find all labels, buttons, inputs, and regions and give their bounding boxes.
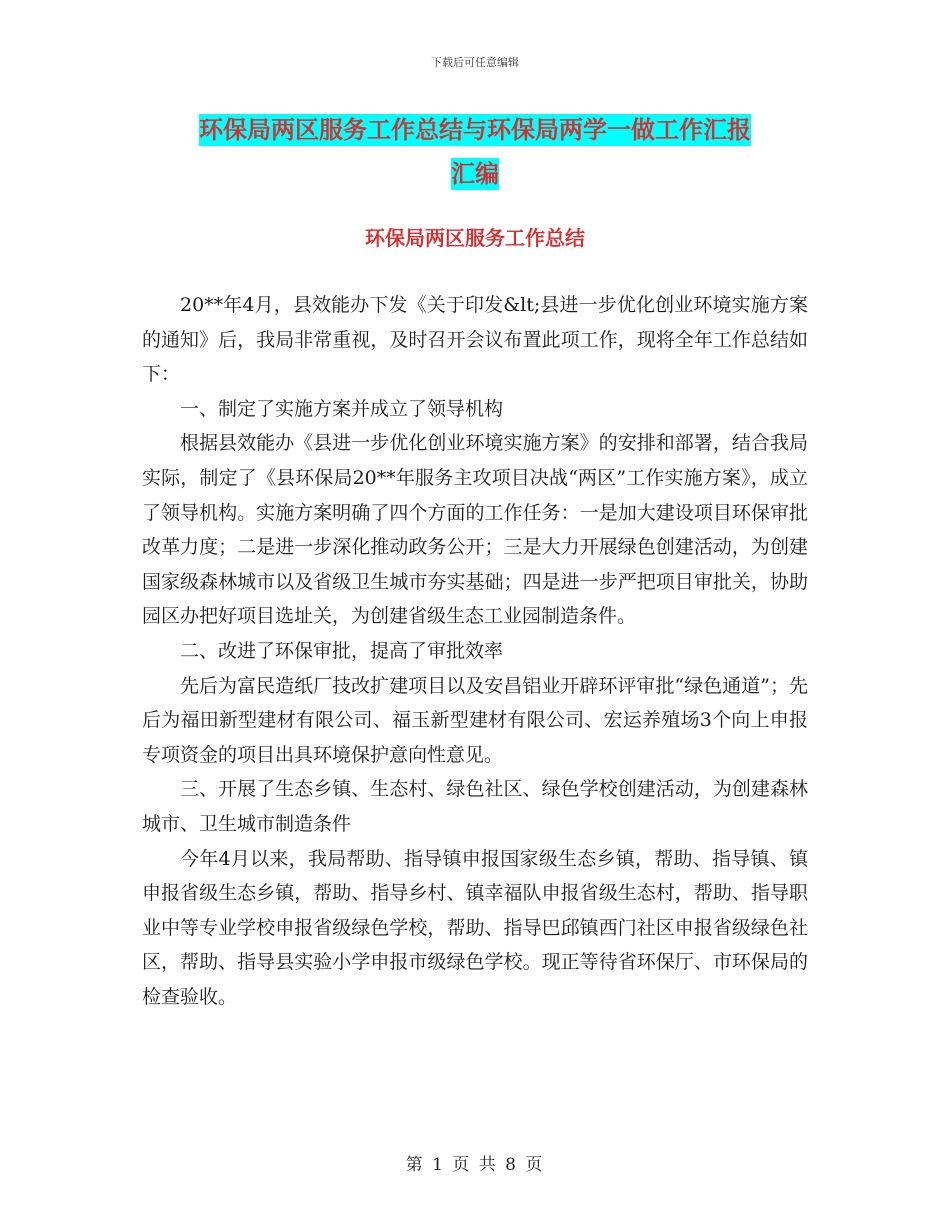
section-title: 环保局两区服务工作总结 (365, 226, 585, 250)
document-title-line1: 环保局两区服务工作总结与环保局两学一做工作汇报 (199, 116, 751, 144)
page-header-note: 下载后可任意编辑 (431, 56, 519, 69)
document-title-line2: 汇编 (451, 160, 499, 188)
paragraph: 20**年4月，县效能办下发《关于印发&lt;县进一步优化创业环境实施方案的通知》后，我局非常重视，及时召开会议布置此项工作，现将全年工作总结如下： (142, 294, 808, 386)
paragraph: 今年4月以来，我局帮助、指导镇申报国家级生态乡镇，帮助、指导镇、镇申报省级生态乡镇，帮助、指导乡村、镇幸福队申报省级生态村，帮助、指导职业中等专业学校申报省级绿色学校，帮助、指导巴邱镇西门社区申报省级绿色社区，帮助、指导县实验小学申报市级绿色学校。现正等待省环保厅、市环保局的检查验收。 (142, 847, 808, 1008)
paragraph-heading: 一、制定了实施方案并成立了领导机构 (180, 397, 504, 420)
page-number: 第 1 页 共 8 页 (405, 1155, 545, 1175)
paragraph: 根据县效能办《县进一步优化创业环境实施方案》的安排和部署，结合我局实际，制定了《县环保局20**年服务主攻项目决战“两区”工作实施方案》，成立了领导机构。实施方案明确了四个方面的工作任务：一是加大建设项目环保审批改革力度；二是进一步深化推动政务公开；三是大力开展绿色创建活动，为创建国家级森林城市以及省级卫生城市夯实基础；四是进一步严把项目审批关，协助园区办把好项目选址关，为创建省级生态工业园制造条件。 (142, 432, 808, 628)
paragraph: 先后为富民造纸厂技改扩建项目以及安昌铝业开辟环评审批“绿色通道”；先后为福田新型建材有限公司、福玉新型建材有限公司、宏运养殖场3个向上申报专项资金的项目出具环境保护意向性意见。 (142, 674, 808, 766)
paragraph-heading: 二、改进了环保审批，提高了审批效率 (180, 639, 504, 662)
paragraph-heading: 三、开展了生态乡镇、生态村、绿色社区、绿色学校创建活动，为创建森林城市、卫生城市制造条件 (142, 778, 808, 835)
document-body (142, 288, 808, 1014)
document-title (140, 108, 810, 196)
